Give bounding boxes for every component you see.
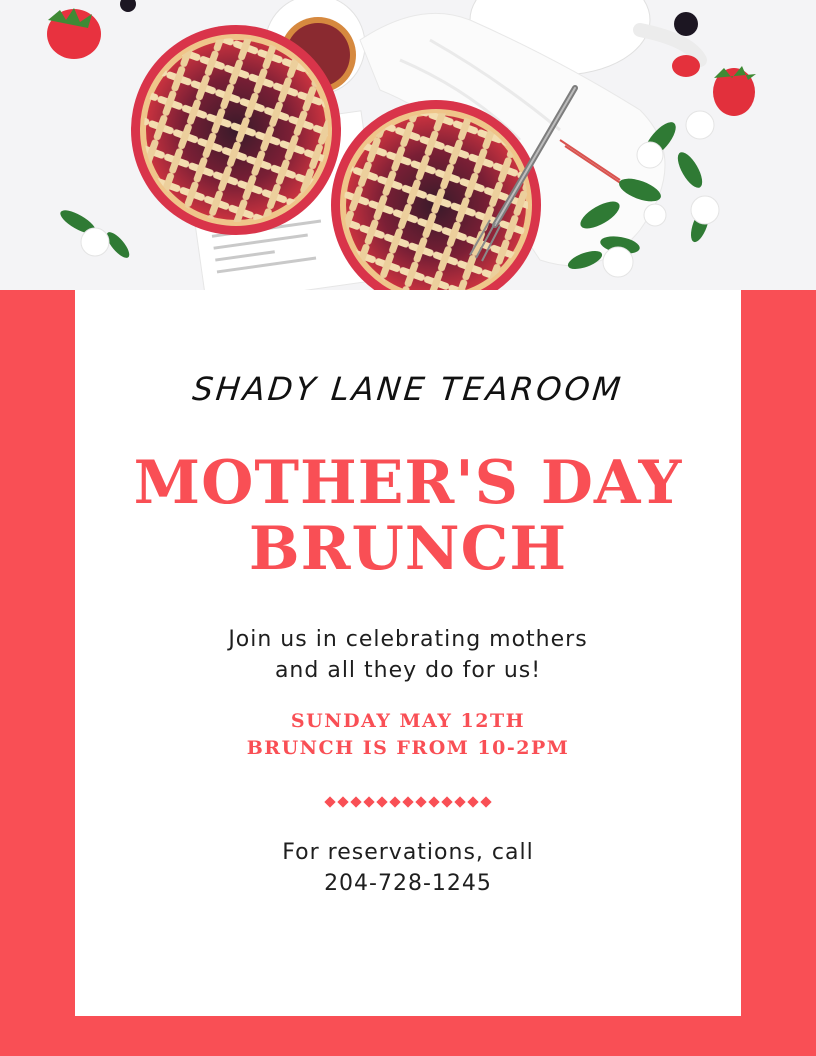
hero-photo	[0, 0, 816, 290]
reservation-info	[75, 837, 741, 899]
diamond-icon	[389, 796, 400, 807]
title-line-2: BRUNCH	[248, 514, 568, 584]
diamond-divider	[75, 792, 741, 812]
event-time: BRUNCH IS FROM 10-2PM	[246, 737, 570, 759]
diamond-icon	[402, 796, 413, 807]
event-details	[75, 708, 741, 762]
intro-text	[75, 624, 741, 686]
reservation-text: For reservations, call	[282, 840, 534, 865]
diamond-icon	[415, 796, 426, 807]
event-title	[75, 450, 741, 582]
diamond-icon	[376, 796, 387, 807]
diamond-icon	[428, 796, 439, 807]
intro-line-1: Join us in celebrating mothers	[228, 627, 588, 652]
diamond-icon	[324, 796, 335, 807]
diamond-icon	[467, 796, 478, 807]
flyer-card	[75, 290, 741, 1016]
diamond-icon	[350, 796, 361, 807]
intro-line-2: and all they do for us!	[274, 658, 542, 683]
diamond-icon	[454, 796, 465, 807]
diamond-icon	[441, 796, 452, 807]
venue-name: SHADY LANE TEAROOM	[190, 370, 626, 408]
diamond-icon	[480, 796, 491, 807]
title-line-1: MOTHER'S DAY	[133, 448, 683, 518]
event-date: SUNDAY MAY 12TH	[290, 710, 526, 732]
diamond-icon	[337, 796, 348, 807]
phone-number: 204-728-1245	[324, 871, 492, 896]
pies-photo-illustration	[0, 0, 816, 290]
diamond-icon	[363, 796, 374, 807]
